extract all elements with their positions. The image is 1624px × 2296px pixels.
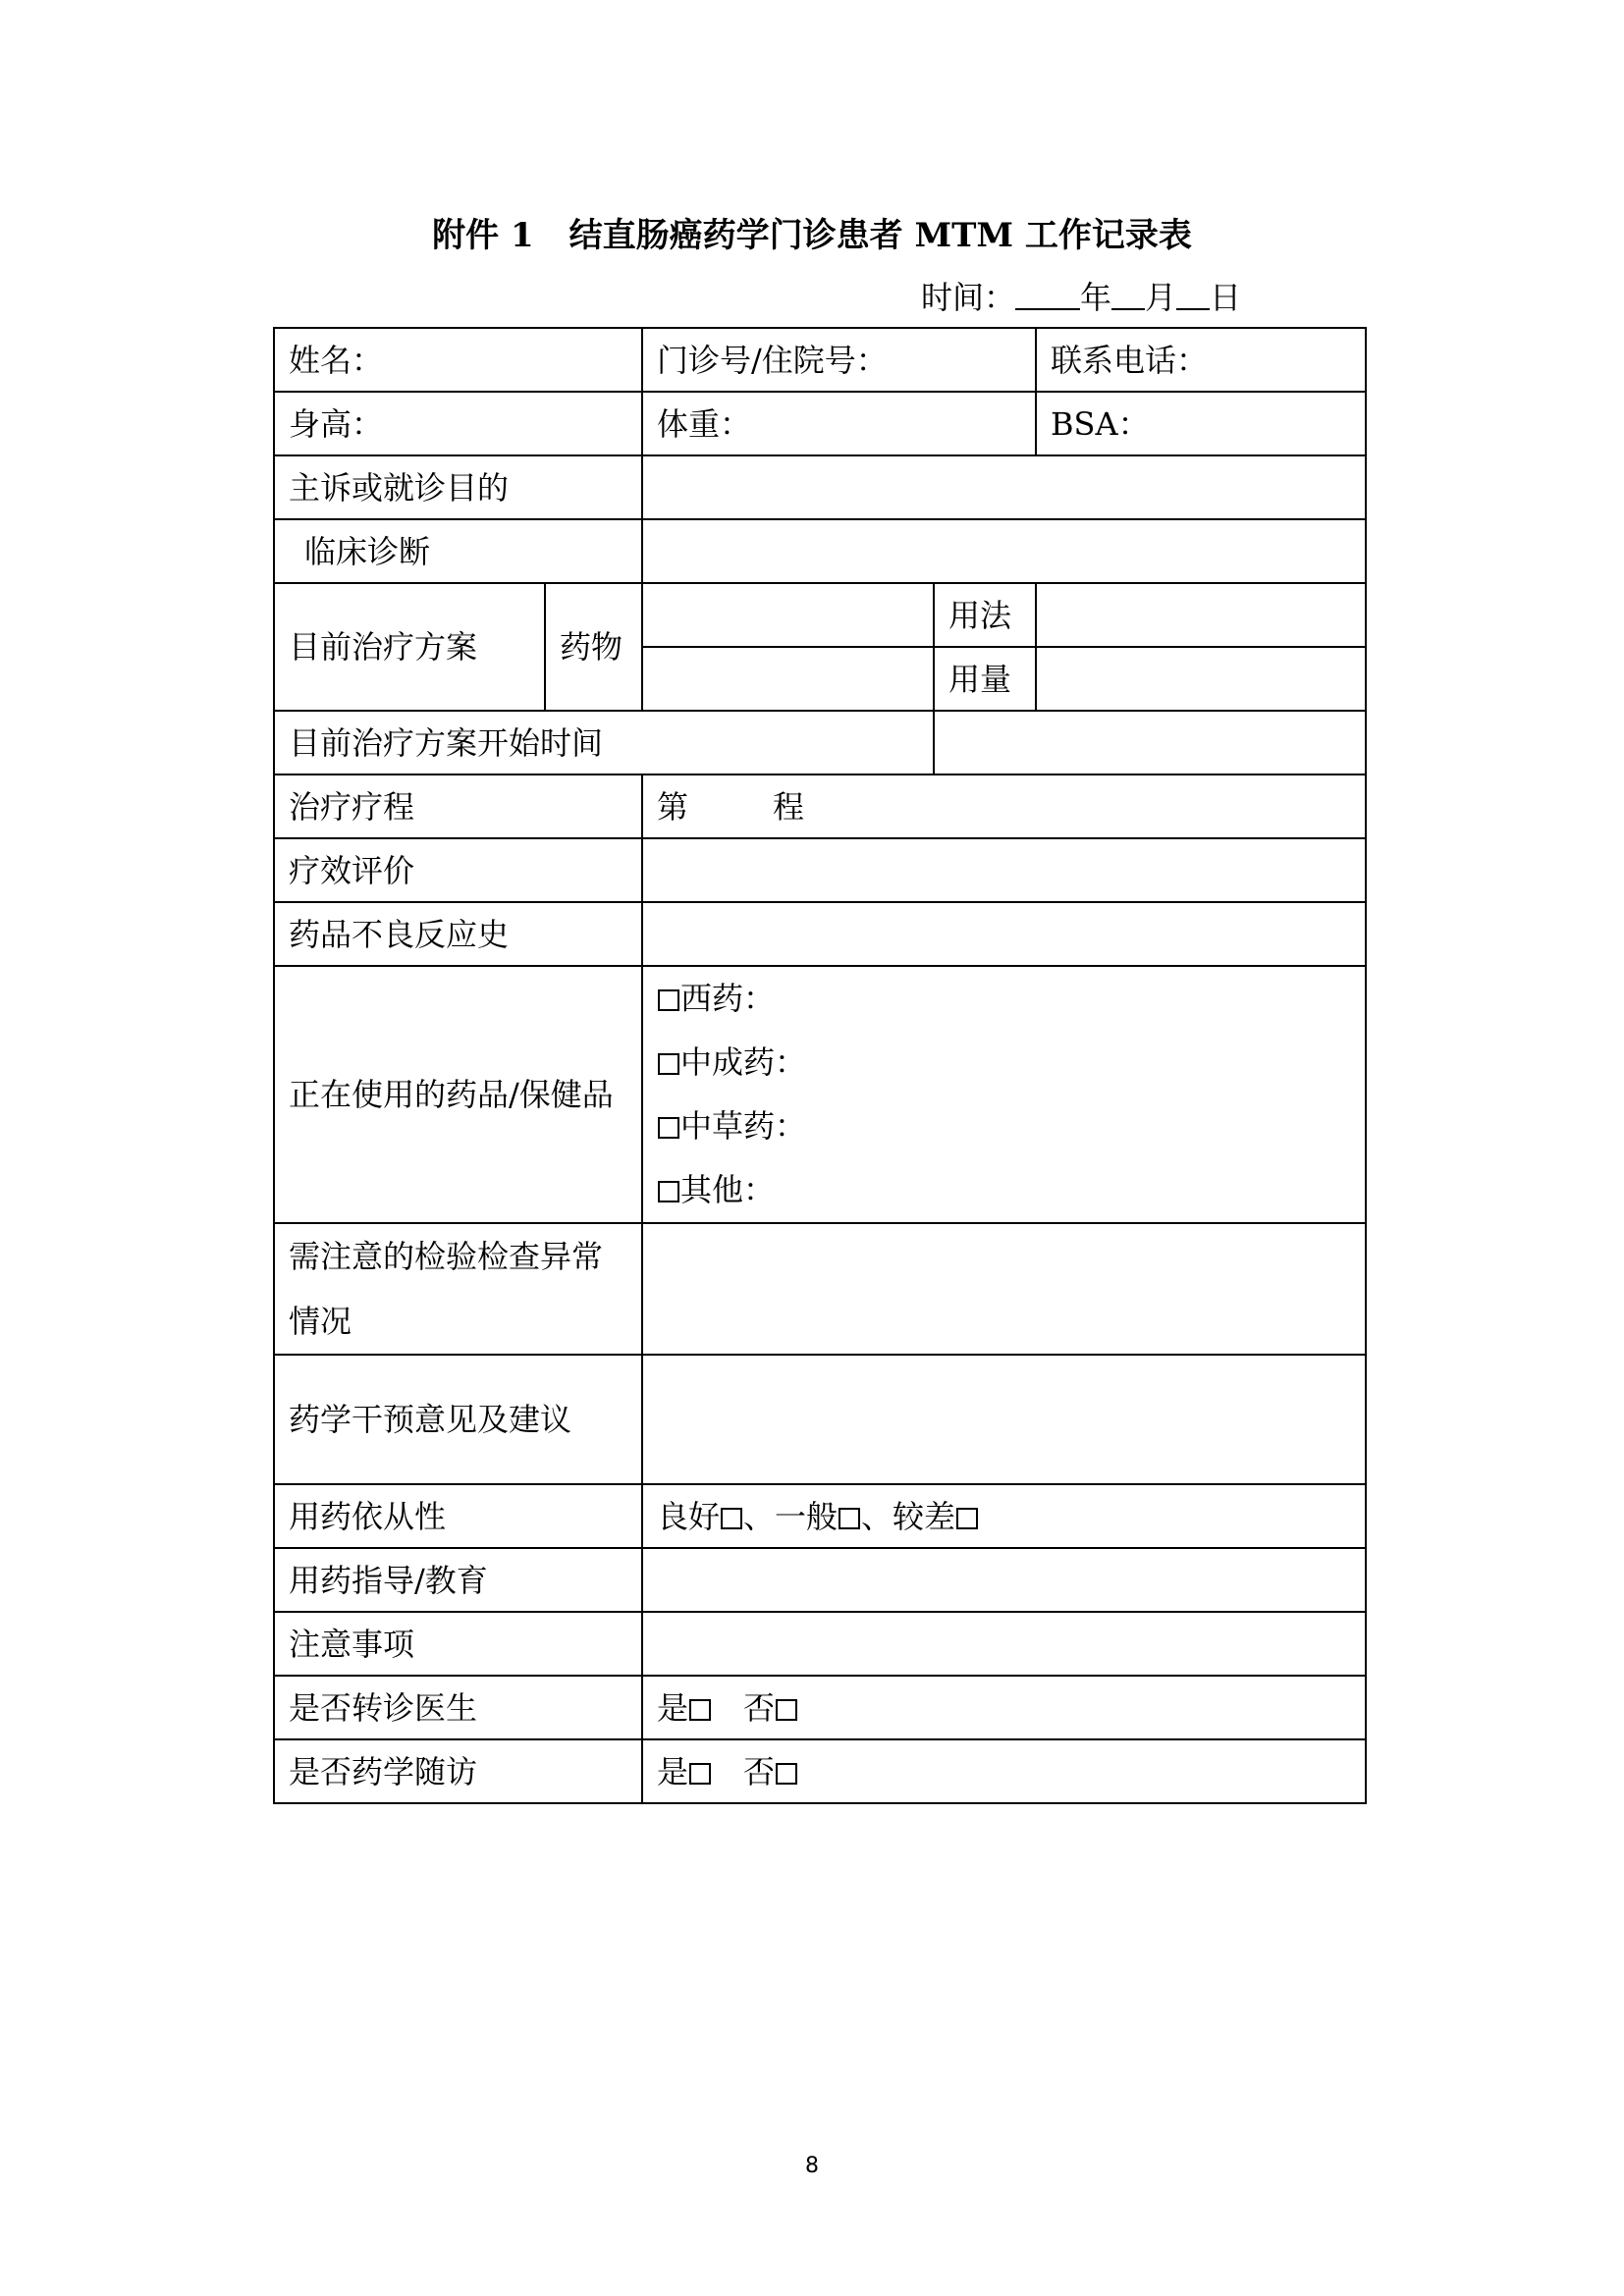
efficacy-field[interactable]	[642, 838, 1366, 902]
checkbox[interactable]	[658, 1117, 679, 1139]
course-field[interactable]	[642, 774, 1366, 838]
table-row	[274, 1739, 1366, 1803]
option-herbal-label: 中草药：	[680, 1107, 807, 1145]
notes-field[interactable]	[642, 1612, 1366, 1676]
option-other	[657, 1158, 1351, 1222]
title-text: 结直肠癌药学门诊患者 MTM 工作记录表	[568, 216, 1192, 255]
table-row	[274, 774, 1366, 838]
lab-abnormal-label: 需注意的检验检查异常情况	[274, 1223, 642, 1355]
option-chinese-patent	[657, 1031, 1351, 1095]
course-label: 治疗疗程	[274, 774, 642, 838]
plan-start-label: 目前治疗方案开始时间	[274, 711, 934, 774]
option-other-label: 其他：	[680, 1171, 776, 1208]
title-prefix: 附件 1	[432, 216, 534, 255]
table-row	[274, 455, 1366, 519]
table-row	[274, 519, 1366, 583]
checkbox[interactable]	[776, 1763, 797, 1785]
chief-complaint-label: 主诉或就诊目的	[274, 455, 642, 519]
table-row	[274, 838, 1366, 902]
usage-field-1[interactable]	[1036, 583, 1366, 647]
diagnosis-label: 临床诊断	[274, 519, 642, 583]
intervention-label: 药学干预意见及建议	[274, 1355, 642, 1484]
lab-abnormal-field[interactable]	[642, 1223, 1366, 1355]
table-row	[274, 1676, 1366, 1739]
day-label: 日	[1210, 279, 1242, 316]
no-label: 否	[743, 1688, 776, 1727]
usage-label: 用法	[934, 583, 1036, 647]
checkbox[interactable]	[721, 1508, 742, 1529]
checkbox[interactable]	[776, 1699, 797, 1721]
plan-start-field[interactable]	[934, 711, 1366, 774]
intervention-field[interactable]	[642, 1355, 1366, 1484]
guidance-field[interactable]	[642, 1548, 1366, 1612]
drug-field-1[interactable]	[642, 583, 934, 647]
checkbox[interactable]	[956, 1508, 978, 1529]
year-blank[interactable]	[1015, 279, 1080, 310]
table-row	[274, 1612, 1366, 1676]
option-western	[657, 967, 1351, 1031]
adherence-poor-label: 、较差	[861, 1497, 956, 1535]
course-prefix: 第	[657, 787, 689, 826]
usage-field-2[interactable]	[1036, 647, 1366, 711]
year-label: 年	[1080, 279, 1112, 316]
table-row	[274, 902, 1366, 966]
no-label: 否	[743, 1752, 776, 1790]
checkbox[interactable]	[658, 1053, 679, 1075]
checkbox[interactable]	[839, 1508, 860, 1529]
table-row	[274, 392, 1366, 455]
checkbox[interactable]	[689, 1699, 711, 1721]
checkbox[interactable]	[658, 989, 679, 1011]
date-label: 时间：	[921, 279, 1016, 316]
referral-options	[642, 1676, 1366, 1739]
day-blank[interactable]	[1176, 279, 1210, 310]
adr-history-field[interactable]	[642, 902, 1366, 966]
option-chinese-patent-label: 中成药：	[680, 1043, 807, 1081]
efficacy-label: 疗效评价	[274, 838, 642, 902]
name-cell[interactable]: 姓名：	[274, 328, 642, 392]
adherence-label: 用药依从性	[274, 1484, 642, 1548]
yes-label: 是	[657, 1752, 689, 1790]
adr-history-label: 药品不良反应史	[274, 902, 642, 966]
mtm-record-table	[273, 327, 1367, 1804]
date-line	[921, 273, 1241, 318]
phone-cell[interactable]: 联系电话：	[1036, 328, 1366, 392]
course-suffix: 程	[773, 787, 805, 826]
dosage-label: 用量	[934, 647, 1036, 711]
current-plan-label: 目前治疗方案	[274, 583, 545, 711]
table-row	[274, 1223, 1366, 1355]
option-herbal	[657, 1095, 1351, 1158]
checkbox[interactable]	[689, 1763, 711, 1785]
yes-label: 是	[657, 1688, 689, 1727]
diagnosis-field[interactable]	[642, 519, 1366, 583]
notes-label: 注意事项	[274, 1612, 642, 1676]
month-label: 月	[1145, 279, 1177, 316]
table-row	[274, 1548, 1366, 1612]
bsa-cell[interactable]: BSA：	[1036, 392, 1366, 455]
drug-label: 药物	[545, 583, 642, 711]
current-meds-label: 正在使用的药品/保健品	[274, 966, 642, 1223]
followup-label: 是否药学随访	[274, 1739, 642, 1803]
referral-label: 是否转诊医生	[274, 1676, 642, 1739]
page-number: 8	[805, 2154, 819, 2178]
height-cell[interactable]: 身高：	[274, 392, 642, 455]
adherence-options	[642, 1484, 1366, 1548]
current-meds-options	[642, 966, 1366, 1223]
weight-cell[interactable]: 体重：	[642, 392, 1036, 455]
table-row	[274, 583, 1366, 647]
followup-options	[642, 1739, 1366, 1803]
adherence-good-label: 良好	[657, 1497, 721, 1535]
option-western-label: 西药：	[680, 980, 776, 1017]
table-row	[274, 1484, 1366, 1548]
table-row	[274, 711, 1366, 774]
chief-complaint-field[interactable]	[642, 455, 1366, 519]
table-row	[274, 1355, 1366, 1484]
drug-field-2[interactable]	[642, 647, 934, 711]
table-row	[274, 328, 1366, 392]
adherence-fair-label: 、一般	[743, 1497, 839, 1535]
guidance-label: 用药指导/教育	[274, 1548, 642, 1612]
month-blank[interactable]	[1111, 279, 1145, 310]
table-row	[274, 966, 1366, 1223]
clinic-number-cell[interactable]: 门诊号/住院号：	[642, 328, 1036, 392]
page-title	[0, 208, 1624, 256]
checkbox[interactable]	[658, 1181, 679, 1202]
